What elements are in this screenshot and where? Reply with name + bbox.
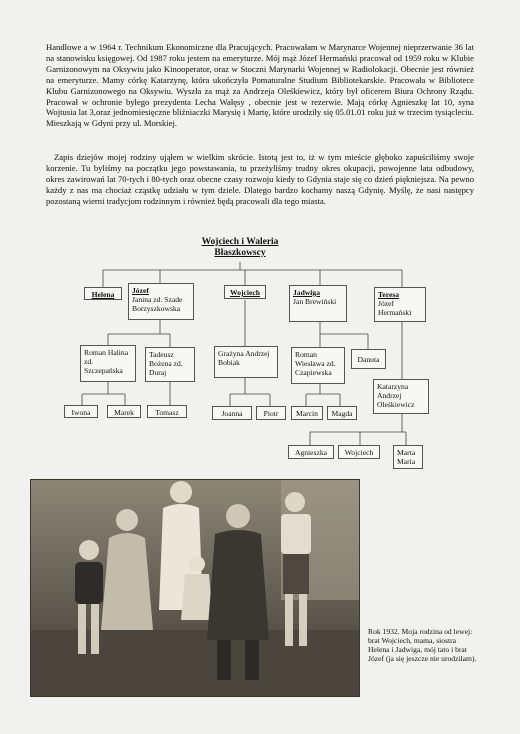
person-jozef-name: Józef <box>132 286 149 295</box>
person-teresa-name: Teresa <box>378 290 400 299</box>
person-teresa <box>374 287 426 322</box>
person-jadwiga <box>289 285 347 322</box>
person-magda: Magda <box>327 406 357 420</box>
person-roman-wieslawa: Roman Wiesława zd. Czapiewska <box>291 347 345 384</box>
person-jadwiga-name: Jadwiga <box>293 288 321 297</box>
person-jozef <box>128 283 194 320</box>
family-photograph <box>30 479 360 697</box>
person-wojciech-name: Wojciech <box>230 288 260 297</box>
person-wojciech-child: Wojciech <box>338 445 380 459</box>
person-katarzyna-andrzej: Katarzyna Andrzej Oleśkiewicz <box>373 379 429 414</box>
tree-title <box>160 237 320 259</box>
person-roman-halina: Roman Halina zd. Szczepańska <box>80 345 136 382</box>
person-teresa-spouse: Józef Hermański <box>378 299 412 317</box>
tree-title-line2: Błaszkowscy <box>214 248 266 258</box>
tree-title-line1: Wojciech i Waleria <box>201 237 279 247</box>
photo-caption: Rok 1932. Moja rodzina od lewej: brat Wojciech, mama, siostra Helena i Jadwiga, mój tato i brat Józef (ja się jeszcze nie urodziłam). <box>368 627 477 663</box>
person-helena-name: Helena <box>91 290 115 299</box>
person-jozef-spouse: Janina zd. Szade Borzyszkowska <box>132 295 183 313</box>
person-jadwiga-spouse: Jan Brewiński <box>293 297 337 306</box>
family-photograph-illustration <box>31 480 359 696</box>
person-wojciech <box>224 285 266 299</box>
person-marcin: Marcin <box>291 406 323 420</box>
person-marek: Marek <box>107 405 141 418</box>
person-tadeusz-bozena: Tadeusz Bożena zd. Duraj <box>145 347 195 382</box>
person-iwona: Iwona <box>64 405 98 418</box>
person-piotr: Piotr <box>256 406 286 420</box>
person-joanna: Joanna <box>212 406 252 420</box>
paragraph-closing: Zapis dziejów mojej rodziny ująłem w wielkim skrócie. Istotą jest to, iż w tym mieście głęboko zapuściliśmy swoje korzenie. Tu byliśmy na początku jego powstawania, tu przeżyliśmy trudny okres okupacji, powojenne lata odbudowy, okres zawirowań lat 70-tych i 80-tych oraz obecne czasy rozwoju kiedy to Gdynia staje się co dzień piękniejsza. Na pewno każdy z nas ma chociaż cząstkę udziału w tym dziele. Dlatego bardzo kochamy naszą Gdynię. Myślę, że nasi następcy pozostaną wierni tradycjom rodzinnym i również będą pracowali dla tego miasta. <box>46 152 474 206</box>
person-agnieszka: Agnieszka <box>288 445 334 459</box>
person-tomasz: Tomasz <box>147 405 187 418</box>
person-marta-maria: Marta Maria <box>393 445 423 469</box>
paragraph-biography: Handlowe a w 1964 r. Technikum Ekonomiczne dla Pracujących. Pracowałam w Marynarce Wojennej nieprzerwanie 36 lat na stanowisku księgowej. Od 1987 roku jestem na emeryturze. Mój mąż Józef Hermański pracował od 1959 roku w Klubie Garnizonowym na Oksywiu jako Kinooperator, oraz w Stoczni Marynarki Wojennej w Radiolokacji. Obecnie jest również na emeryturze. Mamy córkę Katarzynę, która ukończyła Pomaturalne Studium Bibliotekarskie. Pracowała w Bibliotece Klubu Garnizonowego na Oksywiu. Wyszła za mąż za Andrzeja Oleśkiewicz, który był oficerem Biura Ochrony Rządu. Pracował w ochronie byłego prezydenta Lecha Wałęsy , obecnie jest w rezerwie. Mają córkę Agnieszkę lat 10, syna Wojtusia lat 3,oraz jednomiesięczne bliźniaczki Marysię i Martę, które urodziły się 05.01.01 roku już w trzecim tysiącleciu. Mieszkają w Gdyni przy ul. Morskiej. <box>46 42 474 129</box>
person-helena <box>84 287 122 300</box>
person-grazyna-andrzej: Grażyna Andrzej Bobiak <box>214 346 278 378</box>
person-danuta: Danuta <box>351 349 386 369</box>
